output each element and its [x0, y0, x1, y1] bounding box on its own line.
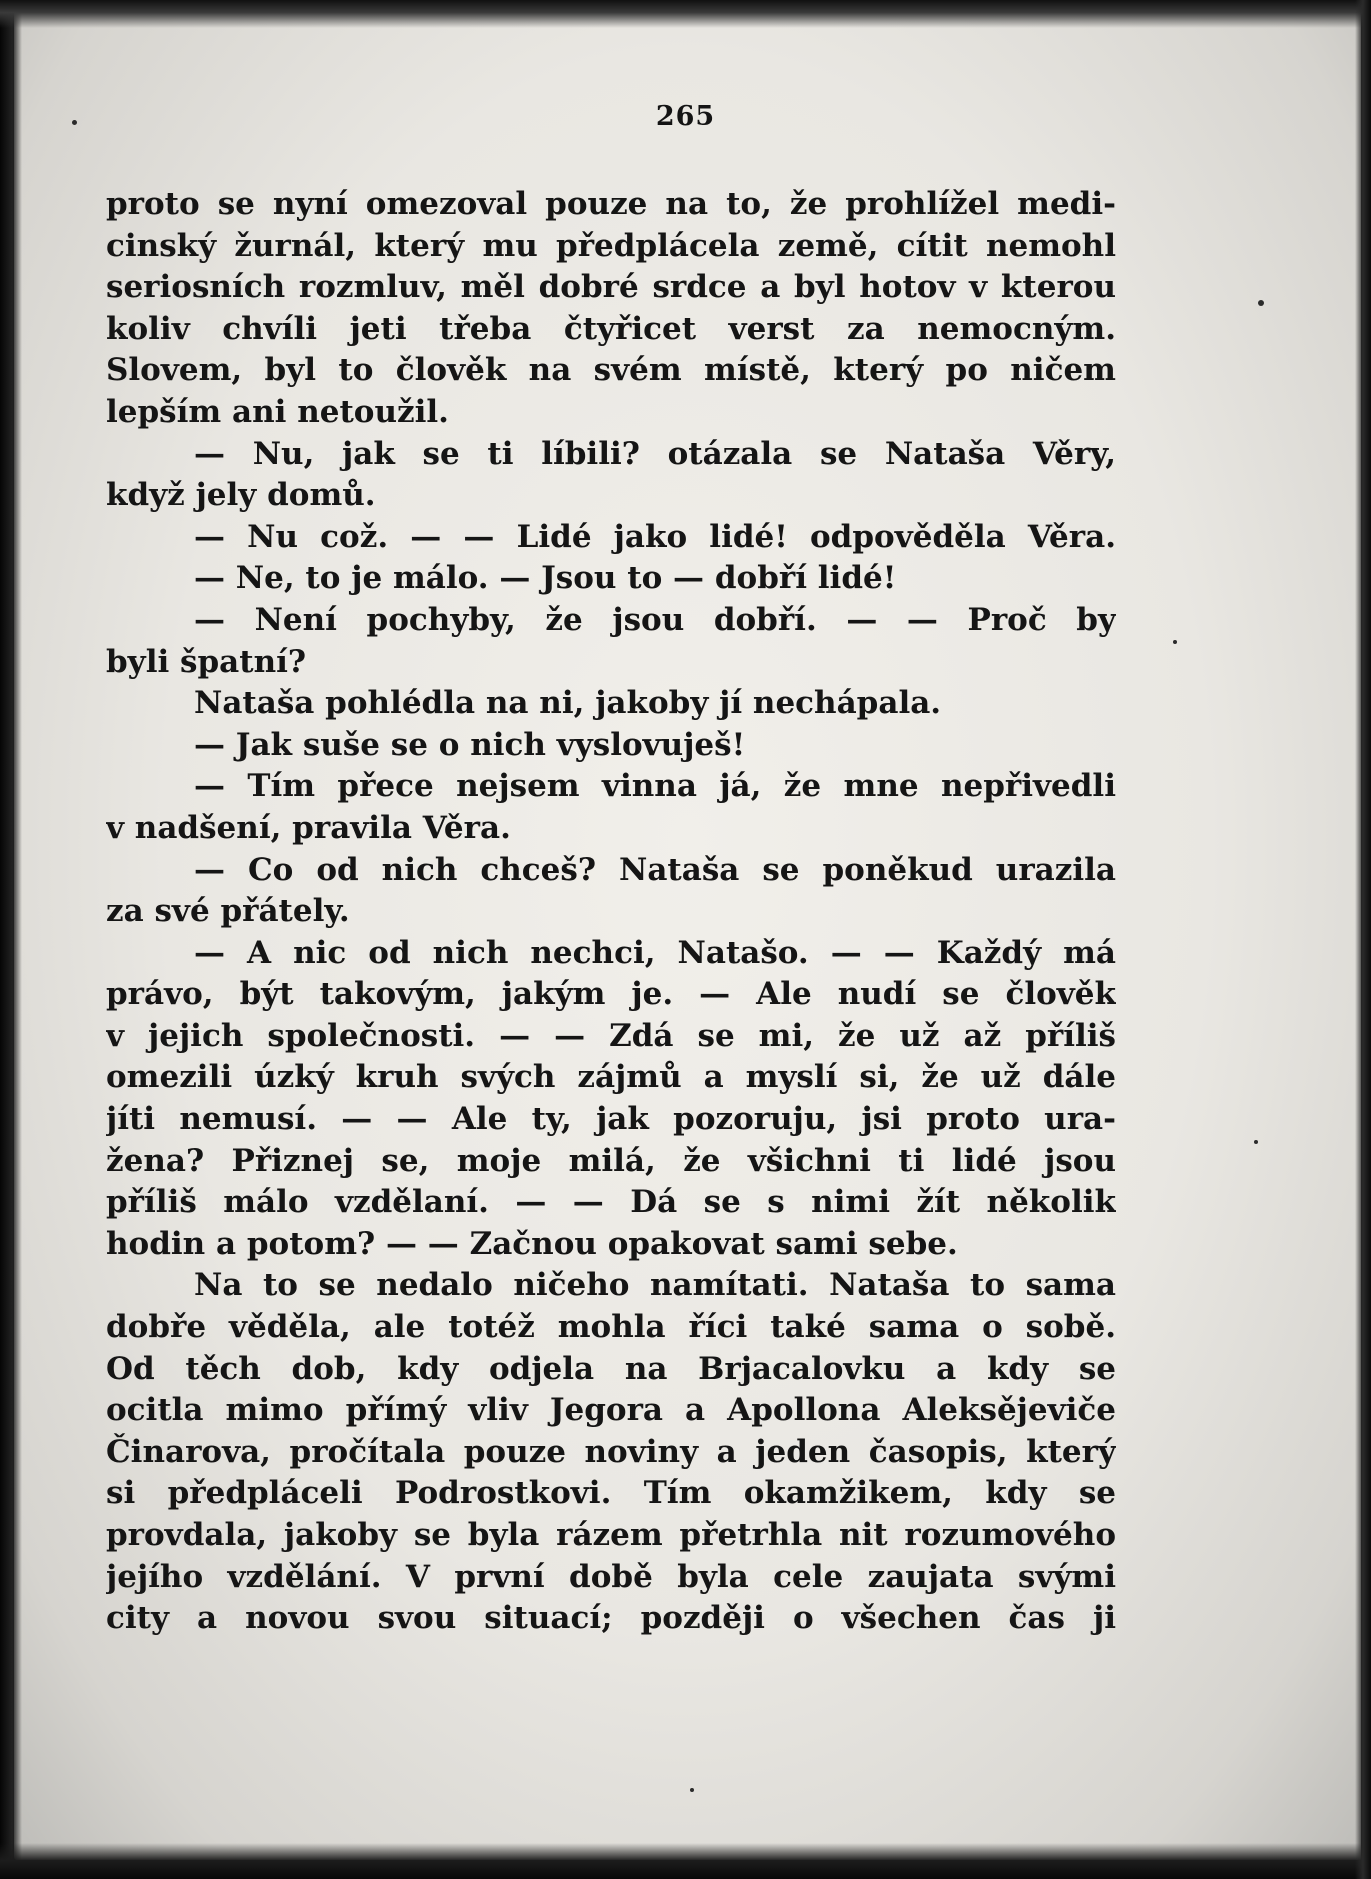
text-line: v jejich společnosti. — — Zdá se mi, že už až příliš — [106, 1017, 1116, 1054]
text-line: hodin a potom? — — Začnou opakovat sami sebe. — [106, 1225, 958, 1262]
text-line: byli špatní? — [106, 643, 307, 680]
body-text — [106, 184, 1116, 1640]
text-line: — Jak suše se o nich vyslovuješ! — [194, 726, 746, 763]
text-line: jíti nemusí. — — Ale ty, jak pozoruju, jsi proto ura- — [106, 1101, 1116, 1138]
scan-edge-bottom — [0, 1843, 1371, 1879]
text-line: když jely domů. — [106, 477, 376, 514]
page-number: 265 — [655, 101, 716, 132]
text-line: si předpláceli Podrostkovi. Tím okamžikem, kdy se — [106, 1475, 1116, 1512]
text-line: za své přátely. — [106, 893, 350, 930]
text-line: dobře věděla, ale totéž mohla říci také sama o sobě. — [106, 1309, 1116, 1346]
text-line: žena? Přiznej se, moje milá, že všichni ti lidé jsou — [106, 1142, 1116, 1179]
text-line: provdala, jakoby se byla rázem přetrhla nit rozumového — [106, 1517, 1116, 1553]
text-line: Slovem, byl to člověk na svém místě, který po ničem — [106, 352, 1116, 389]
text-line: — Nu což. — — Lidé jako lidé! odpověděla Věra. — [194, 518, 1116, 555]
text-line: proto se nyní omezoval pouze na to, že prohlížel medi- — [106, 186, 1116, 222]
text-line: v nadšení, pravila Věra. — [106, 809, 511, 846]
text-line: příliš málo vzdělaní. — — Dá se s nimi žít několik — [106, 1184, 1116, 1221]
text-line: omezili úzký kruh svých zájmů a myslí si, že už dále — [106, 1059, 1116, 1096]
scan-edge-top — [0, 0, 1371, 28]
text-line: seriosních rozmluv, měl dobré srdce a byl hotov v kterou — [106, 269, 1116, 306]
text-line: — Ne, to je málo. — Jsou to — dobří lidé! — [194, 560, 897, 597]
print-speck — [690, 1788, 694, 1792]
text-line: Od těch dob, kdy odjela na Brjacalovku a kdy se — [106, 1350, 1116, 1387]
text-line: právo, být takovým, jakým je. — Ale nudí se člověk — [106, 976, 1116, 1013]
text-line: — Nu, jak se ti líbili? otázala se Nataša Věry, — [194, 435, 1116, 472]
text-line: — Co od nich chceš? Nataša se poněkud urazila — [194, 851, 1116, 888]
text-line: jejího vzdělání. V první době byla cele zaujata svými — [106, 1558, 1116, 1595]
text-line: Na to se nedalo ničeho namítati. Nataša to sama — [194, 1267, 1116, 1304]
text-line: — Není pochyby, že jsou dobří. — — Proč by — [194, 601, 1116, 638]
text-line: ocitla mimo přímý vliv Jegora a Apollona Aleksějeviče — [106, 1392, 1116, 1429]
text-line: city a novou svou situací; později o všechen čas ji — [106, 1600, 1116, 1637]
text-line: lepším ani netoužil. — [106, 393, 449, 430]
binding-shadow-left — [0, 0, 22, 1879]
text-line: koliv chvíli jeti třeba čtyřicet verst za nemocným. — [106, 310, 1116, 347]
text-line: — Tím přece nejsem vinna já, že mne nepřivedli — [194, 768, 1116, 805]
text-line: — A nic od nich nechci, Natašo. — — Každý má — [194, 934, 1116, 971]
print-speck — [1258, 300, 1264, 306]
text-line: cinský žurnál, který mu předplácela země, cítit nemohl — [106, 227, 1116, 264]
scan-edge-right — [1355, 0, 1371, 1879]
text-line: Nataša pohlédla na ni, jakoby jí nechápala. — [194, 685, 942, 722]
text-line: Činarova, pročítala pouze noviny a jeden časopis, který — [106, 1433, 1116, 1470]
print-speck — [1173, 640, 1177, 644]
print-speck — [1254, 1140, 1258, 1144]
